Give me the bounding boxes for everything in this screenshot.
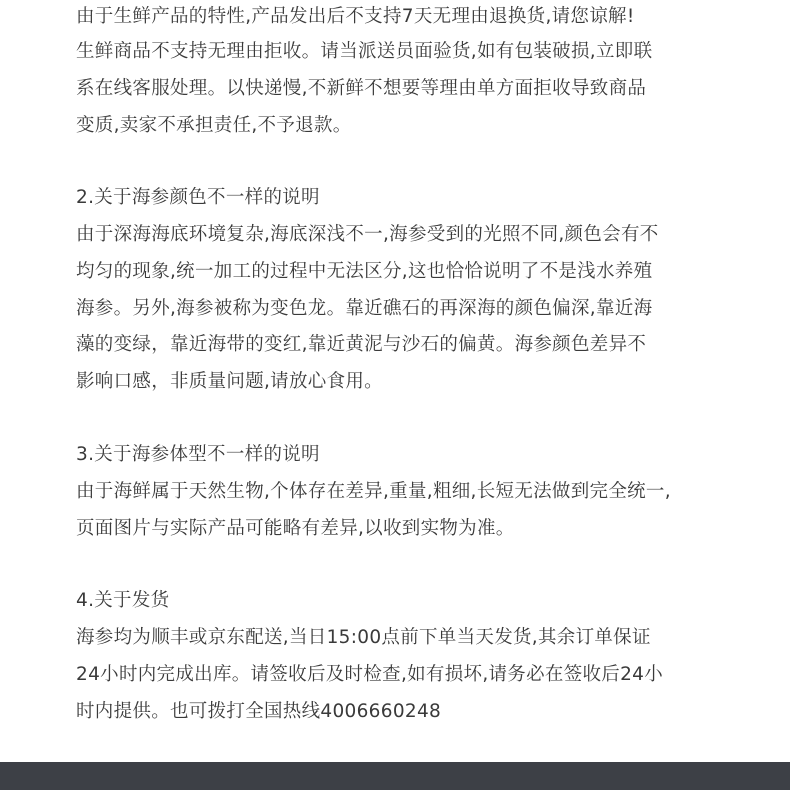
section1-line-3: 系在线客服处理。以快递慢,不新鲜不想要等理由单方面拒收导致商品 — [76, 78, 647, 99]
section3-line-1: 由于海鲜属于天然生物,个体存在差异,重量,粗细,长短无法做到完全统一, — [76, 481, 671, 502]
section2-line-3: 海参。另外,海参被称为变色龙。靠近礁石的再深海的颜色偏深,靠近海 — [76, 298, 653, 319]
section2-line-1: 由于深海海底环境复杂,海底深浅不一,海参受到的光照不同,颜色会有不 — [76, 224, 659, 245]
footer-bar — [0, 762, 790, 790]
section3-line-2: 页面图片与实际产品可能略有差异,以收到实物为准。 — [76, 518, 515, 539]
section4-line-2: 24小时内完成出库。请签收后及时检查,如有损坏,请务必在签收后24小 — [76, 664, 664, 685]
section2-line-5: 影响口感，非质量问题,请放心食用。 — [76, 371, 383, 392]
section1-line-1: 由于生鲜产品的特性,产品发出后不支持7天无理由退换货,请您谅解! — [76, 6, 635, 27]
section4-line-3: 时内提供。也可拨打全国热线4006660248 — [76, 701, 442, 722]
section4-line-1: 海参均为顺丰或京东配送,当日15:00点前下单当天发货,其余订单保证 — [76, 627, 651, 648]
section2-line-2: 均匀的现象,统一加工的过程中无法区分,这也恰恰说明了不是浅水养殖 — [76, 261, 653, 282]
section1-line-2: 生鲜商品不支持无理由拒收。请当派送员面验货,如有包装破损,立即联 — [76, 41, 653, 62]
section3-heading: 3.关于海参体型不一样的说明 — [76, 444, 320, 465]
section1-line-4: 变质,卖家不承担责任,不予退款。 — [76, 115, 352, 136]
section4-heading: 4.关于发货 — [76, 590, 170, 611]
section2-line-4: 藻的变绿，靠近海带的变红,靠近黄泥与沙石的偏黄。海参颜色差异不 — [76, 334, 647, 355]
section2-heading: 2.关于海参颜色不一样的说明 — [76, 187, 320, 208]
